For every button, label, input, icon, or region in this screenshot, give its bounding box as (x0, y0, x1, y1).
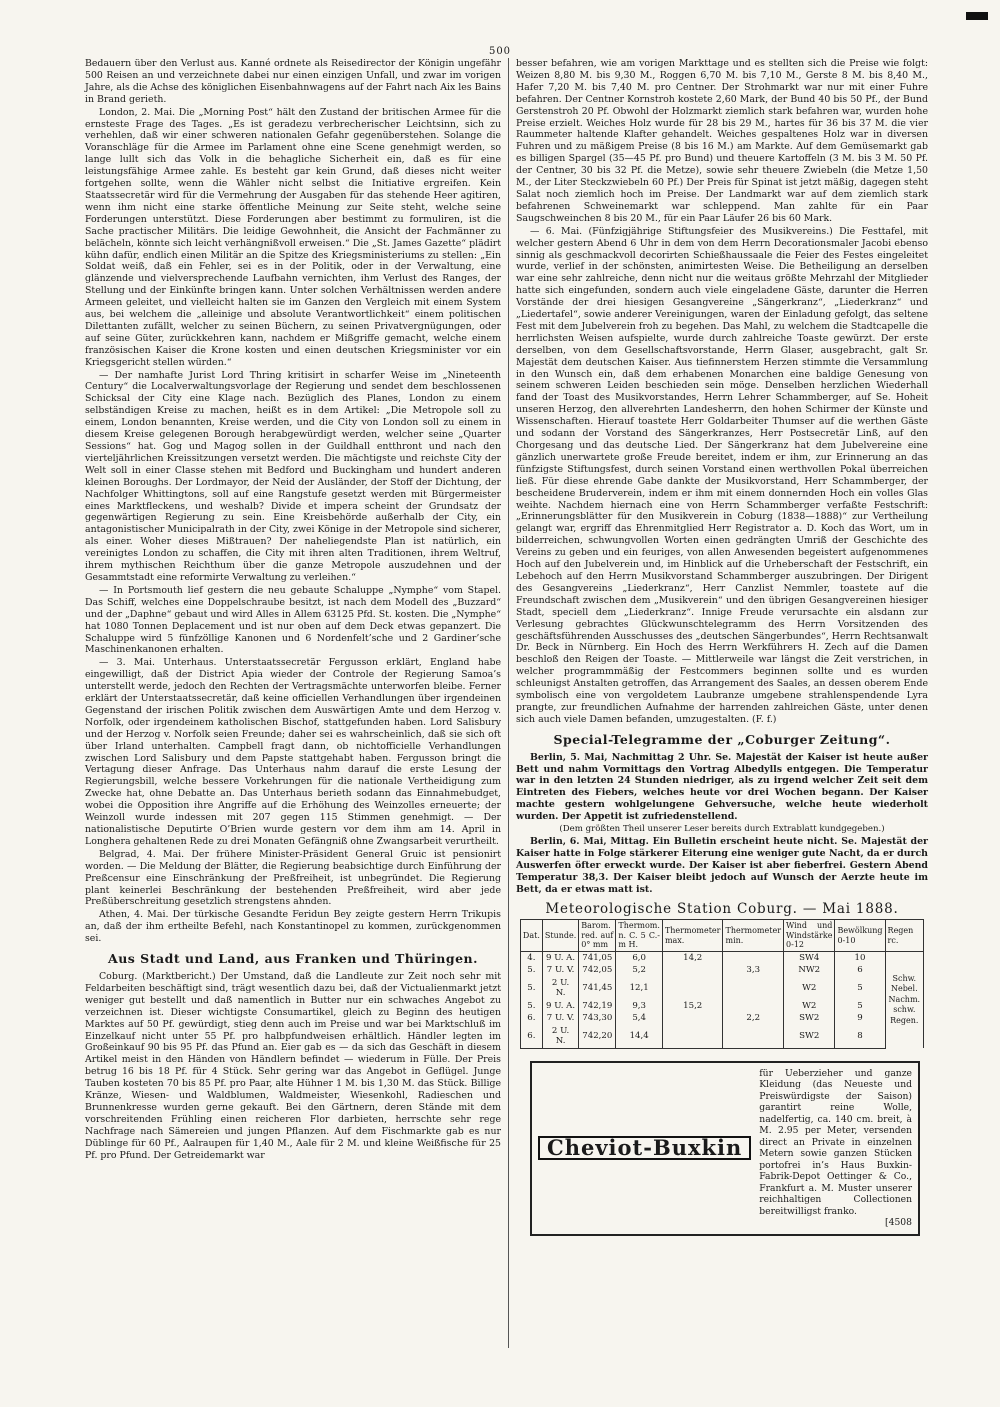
weather-header: Thermometer min. (723, 920, 784, 952)
weather-header: Thermom. n. C. 5 C.-m H. (616, 920, 663, 952)
weather-cell: 5. (520, 1000, 542, 1013)
weather-cell: 742,05 (579, 964, 616, 977)
weather-cell: 14,4 (616, 1025, 663, 1049)
weather-cell: 5,2 (616, 964, 663, 977)
article-paragraph: Belgrad, 4. Mai. Der frühere Minister-Präsident General Gruic ist pensionirt worden. — Die Meldung der Blätter, die Regierung beabsichtige durch Einführung der Preßcensur eine Einschränkung der Preßfreiheit, ist unbegründet. Die Regierung plant keinerlei Beschränkung der bestehenden Preßfreiheit, wird aber jede Preßüberschreitung gesetzlich strengstens ahnden. (85, 848, 501, 908)
weather-row (520, 1000, 923, 1013)
weather-cell: 9 (835, 1012, 885, 1025)
article-paragraph: Athen, 4. Mai. Der türkische Gesandte Feridun Bey zeigte gestern Herrn Trikupis an, daß der ihm ertheilte Befehl, nach Konstantinopel zu kommen, zurückgenommen sei. (85, 909, 501, 945)
weather-cell: 5 (835, 977, 885, 1000)
weather-cell: 743,30 (579, 1012, 616, 1025)
weather-row (520, 1025, 923, 1049)
weather-cell: 15,2 (662, 1000, 723, 1013)
ad-text-block (759, 1068, 912, 1229)
weather-cell (723, 951, 784, 964)
weather-cell (662, 1025, 723, 1049)
weather-cell: 5,4 (616, 1012, 663, 1025)
weather-cell: 8 (835, 1025, 885, 1049)
weather-cell: 5 (835, 1000, 885, 1013)
weather-cell: SW2 (784, 1025, 835, 1049)
ad-reference: [4508 (885, 1217, 912, 1229)
article-paragraph: London, 2. Mai. Die „Morning Post“ hält den Zustand der britischen Armee für die ernsteste Frage des Tages. „Es ist geradezu verbrecherischer Leichtsinn, sich zu verhehlen, daß wir einer schweren nationalen Gefahr gegenüberstehen. Solange die Voranschläge für die Armee im Parlament ohne eine Scene genehmigt werden, so lange lullt sich das Volk in die behagliche Sicherheit ein, daß es für eine leistungsfähige Armee zahle. Es besteht gar kein Grund, daß dieses nicht weiter fortgehen sollte, wenn die Wähler nicht selbst die Initiative ergreifen. Kein Staatssecretär wird für die Vermehrung der Ausgaben für das stehende Heer agitiren, wenn ihm nicht eine starke öffentliche Meinung zur Seite steht, welche seine Forderungen unterstützt. Diese Forderungen aber bestimmt zu formuliren, ist die Sache practischer Militärs. Die leidige Gewohnheit, die Ansicht der Fachmänner zu belächeln, könnte sich leicht verhängnißvoll erweisen.“ Die „St. James Gazette“ plädirt kühn dafür, endlich einen Militär an die Spitze des Kriegsministeriums zu stellen: „Ein Soldat weiß, daß ein Fehler, sei es in der Politik, oder in der Verwaltung, eine glänzende und vielversprechende Laufbahn vernichten, ihm Verlust des Ranges, der Stellung und der Einkünfte bringen kann. Unter solchen Verhältnissen werden andere Armeen geleitet, und vielleicht halten sie im Ganzen den Vergleich mit einem System aus, bei welchem die „alleinige und absolute Verantwortlichkeit“ einem politischen Dilettanten zufällt, welcher zu seinen Büchern, zu seinen Privatvergnügungen, oder auf seine Güter, zurückkehren kann, nachdem er Mißgriffe gemacht, welche einem französischen Kaiser die Krone kosten und einen deutschen Kriegsminister vor ein Kriegsgericht stellen würden.“ (85, 106, 501, 368)
weather-remark: Schw. Nebel. Nachm. schw. Regen. (885, 951, 924, 1048)
weather-cell: 4. (520, 951, 542, 964)
telegram-title: Special-Telegramme der „Coburger Zeitung“. (553, 731, 891, 747)
weather-row (520, 977, 923, 1000)
weather-cell: 7 U. V. (542, 1012, 578, 1025)
weather-cell (723, 1000, 784, 1013)
section-title: Aus Stadt und Land, aus Franken und Thüringen. (108, 951, 478, 967)
weather-header: Stunde. (542, 920, 578, 952)
ad-logo: Cheviot-Buxkin (538, 1136, 751, 1160)
page-corner-mark (966, 12, 988, 20)
weather-header: Wind und Windstärke 0-12 (784, 920, 835, 952)
market-report-continued: besser befahren, wie am vorigen Markttage und es stellten sich die Preise wie folgt: Weizen 8,80 M. bis 9,30 M., Roggen 6,70 M. bis 7,10 M., Gerste 8 M. bis 8,40 M., Hafer 7,20 M. bis 7,40 M. pro Centner. Der Strohmarkt war nur mit einer Fuhre befahren. Der Centner Kornstroh kostete 2,60 Mark, der Bund 40 bis 50 Pf., der Bund Gerstenstroh 20 Pf. Obwohl der Holzmarkt ziemlich stark befahren war, wurden hohe Preise erzielt. Weiches Holz wurde für 28 bis 29 M., hartes für 36 bis 37 M. die vier Raummeter haltende Klafter gehandelt. Weiches gespaltenes Holz war in diversen Fuhren und zu mäßigem Preise (8 bis 16 M.) am Markte. Auf dem Gemüsemarkt gab es billigen Spargel (35—45 Pf. pro Bund) und theuere Kartoffeln (3 M. bis 3 M. 50 Pf. der Centner, 30 bis 32 Pf. die Metze), sowie sehr theuere Zwiebeln (die Metze 1,50 M., der Liter Steckzwiebeln 60 Pf.) Der Preis für Spinat ist jetzt mäßig, dagegen steht Salat noch ziemlich hoch im Preise. Der Landmarkt war auf dem ziemlich stark befahrenen Schweinemarkt war schleppend. Man zahlte für ein Paar Saugschweinchen 8 bis 20 M., für ein Paar Läufer 26 bis 60 Mark. (516, 58, 928, 224)
article-paragraph: — 3. Mai. Unterhaus. Unterstaatssecretär Fergusson erklärt, England habe eingewilligt, daß der District Apia wieder der Controle der Regierung Samoa’s unterstellt werde, jedoch den Rechten der Vertragsmächte unterworfen bleibe. Ferner erklärt der Unterstaatssecretär, daß keine officiellen Verhandlungen über irgendeinen Gegenstand der irischen Politik zwischen dem Auswärtigen Amte und dem Herzog v. Norfolk, oder irgendeinem katholischen Bischof, stattgefunden haben. Lord Salisbury und der Herzog v. Norfolk seien Freunde; daher sei es wahrscheinlich, daß sie sich oft über Irland unterhalten. Campbell fragt dann, ob nichtofficielle Verhandlungen zwischen Lord Salisbury und dem Papste stattgehabt haben. Fergusson bringt die Vertagung dieser Anfrage. Das Unterhaus nahm darauf die erste Lesung der Regierungsbill, welche bessere Vorkehrungen für die nationale Vertheidigung zum Zwecke hat, ohne Debatte an. Das Unterhaus berieth sodann das Einnahmebudget, wobei die Opposition ihre Angriffe auf die Erhöhung des Weinzolles erneuerte; der Weinzoll wurde indessen mit 207 gegen 115 Stimmen genehmigt. — Der nationalistische Deputirte O’Brien wurde gestern vor dem ihm am 14. April in Longhera gehaltenen Rede zu drei Monaten Gefängniß ohne Zwangsarbeit verurtheilt. (85, 657, 501, 847)
article-paragraph: — In Portsmouth lief gestern die neu gebaute Schaluppe „Nymphe“ vom Stapel. Das Schiff, welches eine Doppelschraube besitzt, ist nach dem Modell des „Buzzard“ und der „Daphne“ gebaut und wird Alles in Allem 63125 Pfd. St. kosten. Die „Nymphe“ hat 1080 Tonnen Deplacement und ist nur oben auf dem Deck etwas gepanzert. Die Schaluppe wird 5 fünfzöllige Kanonen und 6 Nordenfelt’sche und 2 Gardiner’sche Maschinenkanonen erhalten. (85, 584, 502, 656)
weather-row (520, 951, 923, 964)
left-column (85, 58, 501, 1162)
weather-cell: 12,1 (616, 977, 663, 1000)
page-number: 500 (488, 46, 512, 57)
weather-row (520, 1012, 923, 1025)
weather-cell: 2,2 (723, 1012, 784, 1025)
weather-cell: 742,19 (579, 1000, 616, 1013)
weather-cell: SW4 (784, 951, 835, 964)
weather-cell (662, 964, 723, 977)
weather-cell: 741,45 (579, 977, 616, 1000)
weather-cell: W2 (784, 977, 835, 1000)
weather-cell: 741,05 (579, 951, 616, 964)
weather-cell: 6. (520, 1025, 542, 1049)
weather-cell: 7 U. V. (542, 964, 578, 977)
weather-cell: 3,3 (723, 964, 784, 977)
weather-cell: 2 U. N. (542, 1025, 578, 1049)
weather-cell: 14,2 (662, 951, 723, 964)
weather-header: Thermometer max. (662, 920, 723, 952)
ad-text: für Ueberzieher und ganze Kleidung (das Neueste und Preiswürdigste der Saison) garantirt reine Wolle, nadelfertig, ca. 140 cm. breit, à M. 2.95 per Meter, versenden direct an Private in einzelnen Metern sowie ganzen Stücken portofrei in’s Haus Buxkin-Fabrik-Depot Oettinger & Co., Frankfurt a. M. Muster unserer reichhaltigen Collectionen bereitwilligst franko. (759, 1067, 912, 1217)
column-divider (508, 58, 509, 1348)
weather-cell (662, 1012, 723, 1025)
market-report-paragraph: Coburg. (Marktbericht.) Der Umstand, daß die Landleute zur Zeit noch sehr mit Feldarbeiten beschäftigt sind, trägt wesentlich dazu bei, daß der Victualienmarkt jetzt weniger gut bestellt und daß namentlich in Butter nur ein schwaches Angebot zu verzeichnen ist. Dieser wichtigste Consumartikel, gleich zu Beginn des heutigen Marktes auf 50 Pf. gewürdigt, stieg denn auch im Preise und war bei Marktschluß im Einzelkauf nicht unter 55 Pf. pro halbpfundweisen erhältlich. Händler legten im Großeinkauf 90 bis 95 Pf. das Pfund an. Eier gab es — da sich das Geschäft in diesem Artikel meist in den Händen von Händlern befindet — wiederum in Fülle. Der Preis betrug 16 bis 18 Pf. für 4 Stück. Sehr gering war das Angebot in Geflügel. Junge Tauben kosteten 70 bis 85 Pf. pro Paar, alte Hühner 1 M. bis 1,30 M. das Stück. Billige Kränze, Wiesen- und Waldblumen, Waldmeister, Wiesenkohl, Radieschen und Brunnenkresse wurden gerne gekauft. Bei den Gärtnern, deren Stände mit dem vorschreitenden Frühling einen reicheren Flor darbieten, herrschte sehr rege Nachfrage nach Sämereien und jungen Pflanzen. Auf dem Fischmarkte gab es nur Düblinge für 60 Pf., Aalraupen für 1,40 M., Aale für 2 M. und kleine Weißfische für 25 Pf. pro Pfund. Der Getreidemarkt war (85, 970, 501, 1161)
weather-header: Dat. (520, 920, 542, 952)
article-paragraph: — Der namhafte Jurist Lord Thring kritisirt in scharfer Weise im „Nineteenth Century“ die Localverwaltungsvorlage der Regierung und sendet dem beschlossenen Schicksal der City eine Klage nach. Bezüglich des Planes, London zu einem selbständigen Kreise zu machen, heißt es in dem Artikel: „Die Metropole soll zu einem, London benannten, Kreise werden, und die City von London soll zu einem in diesem Kreise gelegenen Borough herabgewürdigt werden, welcher seine „Quarter Sessions“ hat. Gog und Magog sollen in der Guildhall entthront und nach den vierteljährlichen Kreissitzungen versetzt werden. Die mächtigste und reichste City der Welt soll in einer Classe stehen mit Bedford und Buckingham und hundert anderen kleinen Boroughs. Der Lordmayor, der Neid der Ausländer, der Stoff der Dichtung, der Nachfolger Whittingtons, soll auf eine Rangstufe gesetzt werden mit Bürgermeister eines Marktfleckens, und weshalb? Divide et impera scheint der Grundsatz der gegenwärtigen Regierung zu sein. Eine Kreisbehörde außerhalb der City, ein antagonistischer Municipalrath in der City, zwei Könige in der Metropole sind sicherer, als einer. Woher dieses Mißtrauen? Der naheliegendste Plan ist natürlich, ein vereinigtes London zu schaffen, die City mit ihren alten Traditionen, ihrem Weltruf, ihrem mythischen Reichthum über die ganze Metropole auszudehnen und der Gesammtstadt eine reformirte Verwaltung zu verleihen.“ (85, 369, 501, 583)
telegram-note: (Dem größten Theil unserer Leser bereits durch Extrablatt kundgegeben.) (559, 824, 885, 835)
weather-cell: 9 U. A. (542, 951, 578, 964)
weather-table (520, 919, 924, 1049)
weather-row (520, 964, 923, 977)
weather-cell: 5. (520, 977, 542, 1000)
weather-cell: SW2 (784, 1012, 835, 1025)
telegram-block (516, 752, 928, 896)
weather-cell (723, 1025, 784, 1049)
weather-cell: W2 (784, 1000, 835, 1013)
right-column (516, 58, 928, 1236)
weather-cell: 742,20 (579, 1025, 616, 1049)
advertisement (530, 1061, 920, 1236)
weather-cell: 6,0 (616, 951, 663, 964)
weather-title: Meteorologische Station Coburg. — Mai 1888. (545, 900, 899, 917)
weather-cell: 10 (835, 951, 885, 964)
weather-cell (723, 977, 784, 1000)
telegram-message: Berlin, 6. Mai, Mittag. Ein Bulletin erscheint heute nicht. Se. Majestät der Kaiser hatte in Folge stärkerer Eiterung eine weniger gute Nacht, da er durch Auswerfen öfter erweckt wurde. Der Kaiser ist aber fieberfrei. Gestern Abend Temperatur 38,3. Der Kaiser bleibt jedoch auf Wunsch der Aerzte heute im Bett, da er etwas matt ist. (516, 836, 928, 895)
weather-header: Barom. red. auf 0° mm (579, 920, 616, 952)
weather-cell: 5. (520, 964, 542, 977)
weather-cell: 6. (520, 1012, 542, 1025)
weather-cell (662, 977, 723, 1000)
weather-cell: 9,3 (616, 1000, 663, 1013)
weather-cell: NW2 (784, 964, 835, 977)
weather-cell: 9 U. A. (542, 1000, 578, 1013)
weather-cell: 2 U. N. (542, 977, 578, 1000)
telegram-message: Berlin, 5. Mai, Nachmittag 2 Uhr. Se. Majestät der Kaiser ist heute außer Bett und nahm Vormittags den Vortrag Albedylls entgegen. Die Temperatur war in den letzten 24 Stunden niedriger, als zu irgend welcher Zeit seit dem Eintreten des Fiebers, welches heute vor drei Wochen begann. Der Kaiser machte gestern wohlgelungene Gehversuche, welche heute wiederholt wurden. Der Appetit ist zufriedenstellend. (516, 751, 928, 823)
weather-header: Bewölkung 0-10 (835, 920, 885, 952)
weather-cell: 6 (835, 964, 885, 977)
festival-report-paragraph: — 6. Mai. (Fünfzigjährige Stiftungsfeier des Musikvereins.) Die Festtafel, mit welcher gestern Abend 6 Uhr in dem von dem Herrn Decorationsmaler Jacobi ebenso sinnig als geschmackvoll decorirten Schießhaussaale die Feier des Festes eingeleitet wurde, verlief in der schönsten, animirtesten Weise. Die Betheiligung an derselben war eine sehr zahlreiche, denn nicht nur die weitaus größte Mehrzahl der Mitglieder hatte sich eingefunden, sondern auch viele eingeladene Gäste, darunter die Herren Vorstände der drei hiesigen Gesangvereine „Sängerkranz“, „Liederkranz“ und „Liedertafel“, sowie anderer Vereinigungen, waren der Einladung gefolgt, das seltene Fest mit dem Jubelverein froh zu begehen. Das Mahl, zu welchem die Stadtcapelle die herrlichsten Weisen aufspielte, wurde durch zahlreiche Toaste gewürzt. Der erste derselben, von dem Gesellschaftsvorstande, Herrn Glaser, ausgebracht, galt Sr. Majestät dem deutschen Kaiser. Aus tiefinnerstem Herzen stimmte die Versammlung in den Wunsch ein, daß dem erhabenen Monarchen eine baldige Genesung von seinem schweren Leiden beschieden sein möge. Denselben herzlichen Wiederhall fand der Toast des Musikvorstandes, Herrn Lehrer Schammberger, auf Se. Hoheit unseren Herzog, den allverehrten Landesherrn, den hohen Schirmer der Künste und Wissenschaften. Hierauf toastete Herr Goldarbeiter Thumser auf die werthen Gäste und sodann der Vorstand des Sängerkranzes, Herr Postsecretär Linß, auf den Chorgesang und das deutsche Lied. Der Sängerkranz hat dem Jubelvereine eine gänzlich unerwartete große Freude bereitet, indem er ihm, zur Erinnerung an das fünfzigste Stiftungsfest, durch seinen Vorstand einen werthvollen Pokal überreichen ließ. Für diese ehrende Gabe dankte der Musikvorstand, Herr Schammberger, der bescheidene Bruderverein, indem er ihm mit einem donnernden Hoch ein volles Glas weihte. Nachdem hiernach eine von Herrn Schammberger verfaßte Festschrift: „Erinnerungsblätter für den Musikverein in Coburg (1838—1888)“ zur Vertheilung gelangt war, ergriff das Ehrenmitglied Herr Registrator a. D. Koch das Wort, um in bilderreichen, schwungvollen Worten einen gedrängten Umriß der Geschichte des Vereins zu geben und ein feuriges, von allen Anwesenden begeistert aufgenommenes Hoch auf den Jubelverein und, im Hinblick auf die Urheberschaft der Festschrift, ein Lebehoch auf den Herrn Musikvorstand Schammberger auszubringen. Der Dirigent des Gesangvereins „Liederkranz“, Herr Canzlist Nemmler, toastete auf die Freundschaft zwischen dem „Musikverein“ und den übrigen Gesangvereinen hiesiger Stadt, speciell dem „Liederkranz“. Innige Freude verursachte ein alsdann zur Verlesung gebrachtes Glückwunschtelegramm des Herrn Vorsitzenden des geschäftsführenden Ausschusses des „deutschen Sängerbundes“, Herrn Rechtsanwalt Dr. Beck in Nürnberg. Ein Hoch des Herrn Werkführers H. Zech auf die Damen beschloß den Reigen der Toaste. — Mittlerweile war längst die Zeit verstrichen, in welcher programmmäßig der Festcommers beginnen sollte und es wurden schleunigst Anstalten getroffen, das Arrangement des Saales, an dessen oberem Ende symbolisch eine von vergoldetem Laubranze umgebene strahlenspendende Lyra prangte, zur freundlichen Aufnahme der harrenden zahlreichen Gäste, unter denen sich auch viele Damen befanden, umzugestalten. (F. f.) (516, 225, 928, 725)
weather-header: Regen rc. (885, 920, 924, 952)
article-paragraph: Bedauern über den Verlust aus. Kanné ordnete als Reisedirector der Königin ungefähr 500 Reisen an und verzeichnete dabei nur einen einzigen Unfall, und zwar im vorigen Jahre, als die Achse des königlichen Eisenbahnwagens auf der Fahrt nach Aix les Bains in Brand gerieth. (85, 58, 501, 105)
